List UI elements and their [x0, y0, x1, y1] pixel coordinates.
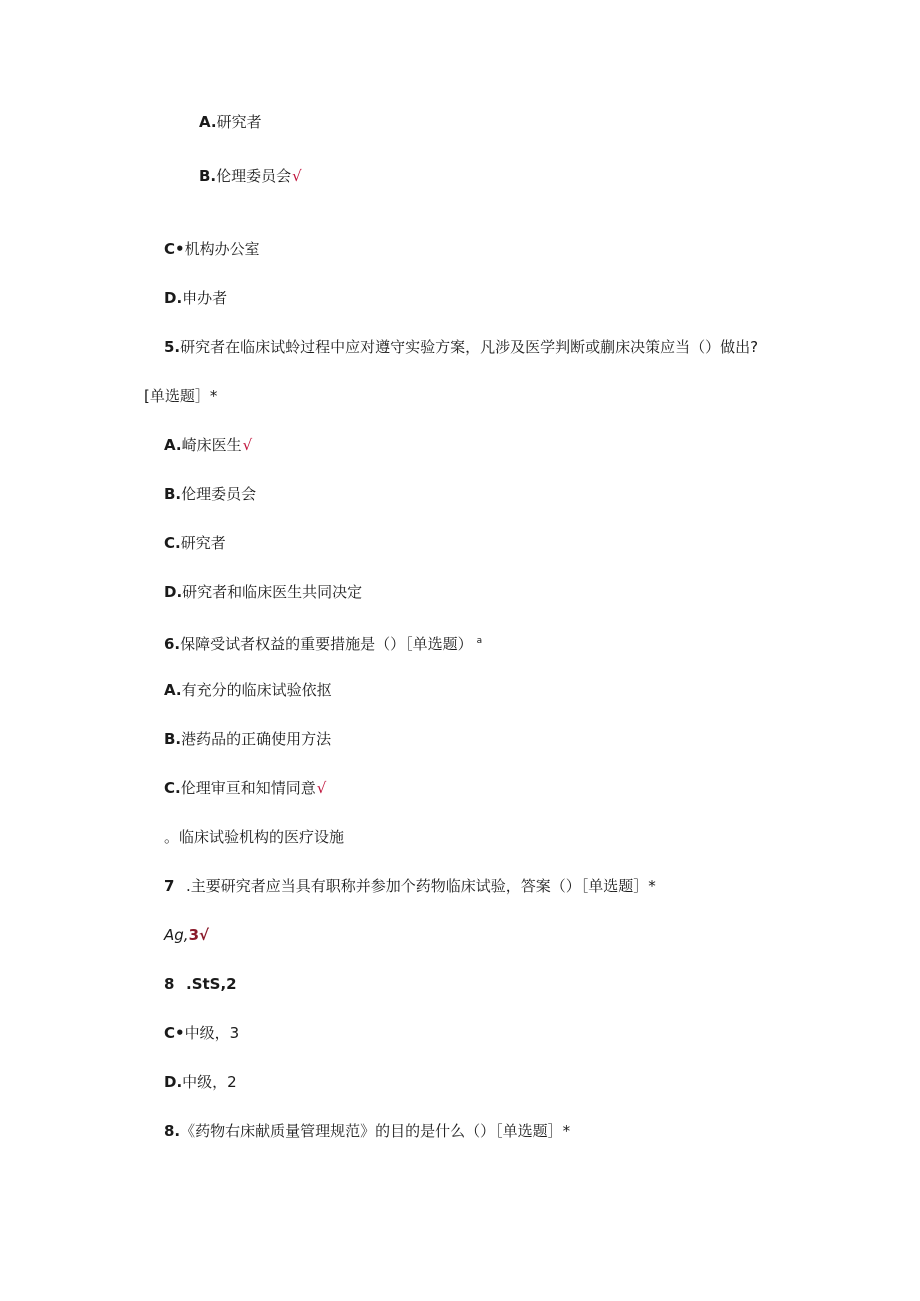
option-label: A.	[164, 681, 182, 699]
q6-option-a[interactable]	[164, 680, 332, 700]
q5-option-c[interactable]	[164, 533, 226, 553]
q6-option-d[interactable]	[164, 827, 344, 847]
option-label: C•	[164, 240, 185, 258]
option-text-with-check-mark: 3√	[188, 926, 210, 944]
q8-question-text	[164, 1121, 570, 1141]
option-text: 机构办公室	[184, 240, 260, 258]
q7-question-text	[164, 876, 656, 896]
q5-option-d[interactable]	[164, 582, 362, 602]
q5-question-text	[164, 337, 758, 357]
option-text: 研究者	[180, 534, 226, 552]
option-label: Ag,	[164, 926, 189, 944]
option-text: 有充分的临床试验依抠	[181, 681, 332, 699]
option-label: 8	[164, 975, 175, 993]
question-number: 6.	[164, 635, 181, 653]
check-mark-icon: √	[242, 436, 253, 454]
option-text: 中级，3	[184, 1024, 240, 1042]
option-label: B.	[164, 485, 182, 503]
option-text: 申办者	[182, 289, 228, 307]
option-label: A.	[164, 436, 182, 454]
q4-option-a[interactable]	[199, 112, 262, 132]
option-text: 伦理审亘和知情同意	[180, 779, 316, 797]
option-text: .StS,2	[186, 975, 237, 993]
option-text: 研究者	[216, 113, 262, 131]
option-label: B.	[164, 730, 182, 748]
question-number: 5.	[164, 338, 181, 356]
q5-option-a[interactable]	[164, 435, 252, 455]
q6-question-text	[164, 631, 482, 654]
q5-option-b[interactable]	[164, 484, 256, 504]
option-text: 。临床试验机构的医疗设施	[164, 828, 345, 846]
option-label: C•	[164, 1024, 185, 1042]
option-text: 中级，2	[182, 1073, 237, 1091]
option-label: C.	[164, 779, 181, 797]
option-label: D.	[164, 1073, 183, 1091]
option-text: 崎床医生	[181, 436, 242, 454]
option-label: D.	[164, 583, 183, 601]
option-text: 伦理委员会	[216, 167, 292, 185]
q6-option-c[interactable]	[164, 778, 326, 798]
option-label: D.	[164, 289, 183, 307]
question-number: 8.	[164, 1122, 181, 1140]
question-body: 《药物右床献质量管理规范》的目的是什么（）［单选题］*	[180, 1122, 571, 1140]
q7-option-d[interactable]	[164, 1072, 237, 1092]
q4-option-c[interactable]	[164, 239, 260, 259]
check-mark-icon: √	[316, 779, 327, 797]
check-mark-icon: √	[292, 167, 302, 185]
question-suffix: a	[476, 636, 483, 646]
question-number: 7	[164, 877, 175, 895]
option-text: 研究者和临床医生共同决定	[182, 583, 363, 601]
q6-option-b[interactable]	[164, 729, 331, 749]
option-label: B.	[199, 167, 217, 185]
q4-option-d[interactable]	[164, 288, 227, 308]
q7-option-c[interactable]	[164, 1023, 239, 1043]
q7-option-a[interactable]	[164, 925, 209, 945]
question-body: 研究者在临床试蛉过程中应对遵守实验方案，凡涉及医学判断或蒯床决策应当（）做出?	[180, 338, 759, 356]
option-label: A.	[199, 113, 217, 131]
option-text: 港药品的正确使用方法	[181, 730, 332, 748]
q7-option-b[interactable]	[164, 974, 237, 994]
option-text: 伦理委员会	[181, 485, 257, 503]
q4-option-b[interactable]	[199, 166, 302, 186]
question-body: .主要研究者应当具有职称并参加个药物临床试验，答案（）［单选题］*	[186, 877, 656, 895]
question-body: 保障受试者权益的重要措施是（）［单选题）	[180, 635, 473, 653]
q5-question-type-tag: [单选题］*	[144, 387, 218, 405]
option-label: C.	[164, 534, 181, 552]
